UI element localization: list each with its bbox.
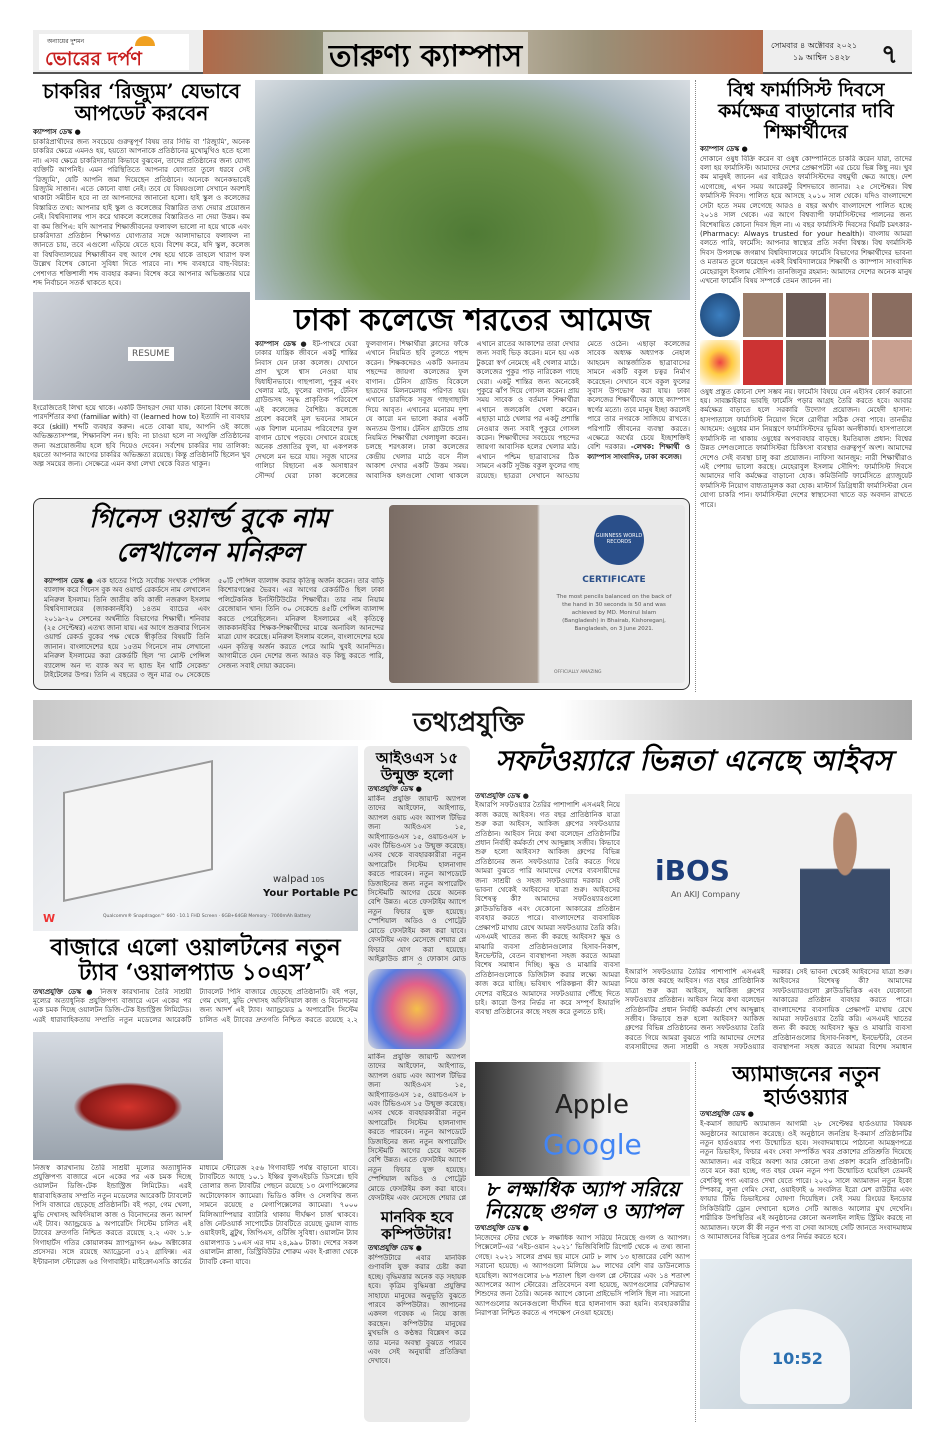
headline: চাকরির ‘রিজ্যুম’ যেভাবে আপডেট করবেন <box>42 79 241 125</box>
headline-line1: গিনেস ওয়ার্ল্ড বুকে নাম <box>89 504 329 534</box>
desk-label: তথ্যপ্রযুক্তি ডেস্ক ● <box>33 987 96 996</box>
desk-label: তথ্যপ্রযুক্তি ডেস্ক ● <box>475 1224 529 1232</box>
date-bn: ১৯ আশ্বিন ১৪২৮ <box>793 53 851 62</box>
guinness-photo <box>389 505 685 683</box>
student-photos <box>700 293 912 385</box>
student-photo <box>786 340 826 385</box>
article-body: ই-কমার্স জায়ান্ট অ্যামাজন আগামী ২৮ সেপ্টেম্বর হার্ডওয়্যার বিষয়ক অনুষ্ঠানের আয়োজন করেছে। ওই অনুষ্ঠানে জনপ্রিয় ই-কমার্স প্রতিষ্ঠানটির নতুন হার্ডওয়্যার পণ্য উন্মোচিত হবে। সংবাদমাধ্যমে পাঠানো আমন্ত্রণপত্রে নতুন ডিভাইস, ফিচার এবং সেবা সম্পর্কিত খবর প্রকাশের প্রতিশ্রুতি দিয়েছে অ্যামাজন। এর বাইরে অবশ্য আর কোনো তথ্য প্রকাশ করেনি প্রতিষ্ঠানটি। তবে মনে করা হচ্ছে, গত বছর যেমন নতুন পণ্য উন্মোচিত হয়েছিল তেমনই বেশকিছু পণ্য এবারও দেখা যেতে পারে। ২০২০ সালে অ্যামাজন নতুন ইকো স্পিকার, লুনা গেমিং সেবা, ওয়াইফাই ৬ সংবলিত ইরো মেশ রাউটার এবং ফায়ার টিভি ডিভাইসের ঘোষণা দিয়েছিল। সেই সময় রিংয়ের ইনডোর সিকিউরিটি ড্রোন দেখানো হলেও সেটি আজও আলোর মুখ দেখেনি। শারীরিক উপস্থিতির এই অনুষ্ঠানের কোনো অনলাইন লাইভ স্ট্রিমিং করছে না অ্যামাজন। ফলে কী কী নতুন পণ্য বা সেবা আসছে সেটি জানতে সংবাদমাধ্যম ও অ্যামাজনের বিভিন্ন সূত্রের ওপর নির্ভর করতে হবে। <box>700 1120 912 1242</box>
desk-label: ক্যাম্পাস ডেস্ক ● <box>700 144 748 153</box>
article-body-continued: নিজস্ব কারখানায় তৈরি সাশ্রয়ী মূল্যের অত্যাধুনিক প্রযুক্তিপণ্য বাজারে এনে একের পর এক চমক দিচ্ছে ওয়ালটন ডিজি-টেক ইন্ডাস্ট্রিজ লিমিটেড। এরই ধারাবাহিকতায় সম্প্রতি নতুন মডেলের আরেকটি ট্যাবলেট পিসি বাজারে ছেড়েছে প্রতিষ্ঠানটি। বই পড়া, গেম খেলা, মুভি দেখাসহ অফিসিয়াল কাজ ও বিনোদনের জন্য আদর্শ এই ট্যাব। অ্যান্ড্রয়েড ৯ অপারেটিং সিস্টেম চালিত এই ট্যাবের দ্রুতগতি নিশ্চিত করতে রয়েছে ২.২ এবং ১.৮ গিগাহার্টস গতির কোয়ালকম স্ন্যাপড্রাগন ৬৬০ অক্টাকোর প্রসেসর। সঙ্গে রয়েছে অ্যাড্রেনো ৫১২ গ্রাফিক্স। এর ইন্টারনাল স্টোরেজ ৬৪ গিগাবাইট। মাইক্রোএসডি কার্ডের মাধ্যমে স্টোরেজ ২৫৬ গিগাবাইট পর্যন্ত বাড়ানো যাবে। ট্যাবটিতে আছে ১০.১ ইঞ্চির ফুলএইচডি ডিসপ্লে। ছবি তোলার জন্য ট্যাবটির পেছনে রয়েছে ১৩ মেগাপিক্সেলের অটোফোকাস ক্যামেরা। ভিডিও কলিং ও সেলফির জন্য সামনে রয়েছে ৫ মেগাপিক্সেলের ক্যামেরা। ৭০০০ মিলিঅ্যাম্পিয়ার ব্যাটারি থাকায় দীর্ঘক্ষণ চার্জ থাকবে। ৪জি নেটওয়ার্ক সাপোর্টেড ট্যাবটিতে রয়েছে ডুয়াল ব্যান্ড ওয়াইফাই, ব্লুটুথ, জিপিএস, ওটিজি সুবিধা। ওয়ালটন ট্যাব ওয়ালপ্যাড ১০এস এর দাম ২৪,৯৯০ টাকা। দেশের সকল ওয়ালটন প্লাজা, ডিস্ট্রিবিউটর শোরুম এবং ই-প্লাজা থেকে ট্যাবটি কেনা যাবে। <box>33 1163 358 1266</box>
headline: সফটওয়্যারে ভিন্নতা এনেছে আইবস <box>495 744 892 777</box>
ibos-image <box>625 794 912 964</box>
article-body: নিজেদের স্টোর থেকে ৮ লক্ষাধিক অ্যাপ সরিয়ে নিয়েছে গুগল ও অ্যাপল। পিক্সেলেট-এর ‘এইচ-ওয়ান ২০২১’ ভিজিবিলিটি রিপোর্ট থেকে এ তথ্য জানা গেছে। ২০২১ সালের প্রথম ছয় মাসে মোট ৮ লাখ ১৩ হাজারের বেশি অ্যাপ সরানো হয়েছে। এ অ্যাপগুলো মিলিয়ে ৯০ লাখের বেশি বার ডাউনলোড হয়েছিল। অ্যাপগুলোর ৮৬ শতাংশ ছিল গুগল প্লে স্টোরের এবং ১৪ শতাংশ অ্যাপলের অ্যাপ স্টোরের। প্রতিবেদনে বলা হয়েছে, অ্যাপগুলোর বেশিরভাগ শিশুদের জন্য তৈরি। অনেক অ্যাপে কোনো প্রাইভেসি পলিসি ছিল না। সরানো অ্যাপগুলোর অনেকগুলো দীর্ঘদিন ধরে হালনাগাদ করা হয়নি। ব্যবহারকারীর নিরাপত্তা নিশ্চিত করতে এ পদক্ষেপ নেওয়া হয়েছে। <box>475 1234 690 1318</box>
article-body: চাকরিপ্রার্থীদের জন্য সবচেয়ে গুরুত্বপূর্ণ বিষয় তার সিভি বা ‘রিজ্যুমি’, অনেক চাকরির ক্ষেত্রে এমনও হয়, হয়তো আপনাকে প্রতিষ্ঠানের মুখোমুখিও হতে হলো না। এসব ক্ষেত্রে চাকরিদাতারা কিভাবে বুঝবেন, তাদের প্রতিষ্ঠানের জন্য যোগ্য ব্যক্তিটি আপনিই। এমন পরিস্থিতিতে আপনার যোগ্যতা তুলে ধরবে সেই ‘রিজ্যুমি’, যেটি আপনি জমা দিয়েছেন প্রতিষ্ঠানে। অনেকে অনেকভাবেই রিজ্যুমি সাজান। এতে কোনো বাধা নেই। তবে যে বিষয়গুলো সেখানে অবশ্যই থাকাটা সমীচীন হবে না তা আপনাদের জানানো হলো। হাই স্কুল ও কলেজের বিস্তারিত তথ্য: আপনার হাই স্কুল ও কলেজের বিস্তারিত তথ্য দেয়ার প্রয়োজন নেই। বিশ্ববিদ্যালয় পাস করে থাকলে কলেজের বিস্তারিতও না দেয়া উত্তম। কম বা কম জিপিএ: যদি আপনার শিক্ষাজীবনের ফলাফল ভালো না হয়ে থাকে এবং চাকরিদাতা প্রতিষ্ঠান শিক্ষাগত যোগ্যতার সঙ্গে আলাদাভাবে ফলাফল না জানতে চায়, তবে এগুলো এড়িয়ে যেতে হবে। বিশেষ করে, যদি স্কুল, কলেজ বা বিশ্ববিদ্যালয়ের শিক্ষাজীবন বহু আগে শেষ হয়ে থাকে তাহলে খারাপ ফল উল্লেখ বিশেষ কোনো সুবিধা দিতে পারবে না। শব্দ ব্যবহারে বাছ-বিচার: পেশাগত শক্তিশালী শব্দ ব্যবহার করুন। বিশেষ করে আপনার অভিজ্ঞতার ঘরে শব্দ নির্বাচনে সতর্ক থাকতে হবে। <box>33 138 250 288</box>
article-body-continued: ওষুধ প্রস্তুত কোনো দেশ সম্ভব নয়। ফার্মেসি বিষয়ে যেন এইসিব কোর্স করানো হয়। সাবস্ক্রাইবার ভাবছি ফার্মেসি পড়ার আগ্রহ তৈরি করতে হবে। আবার কর্মক্ষেত্র বাড়াতে হলে সরকারি উদ্যোগ প্রয়োজন। মেহেদী হাসান: হাসপাতালে ফার্মাসিস্ট নিয়োগ দিলে রোগীরা সঠিক সেবা পাবে। তানভীর আহমেদ: ওষুধের মান নিয়ন্ত্রণে ফার্মাসিস্টদের ভূমিকা অনস্বীকার্য। হাসপাতালে ফার্মাসিস্ট না থাকায় ওষুধের অপব্যবহার বাড়ছে। ইমতিয়াজ প্রধান: বিশ্বের উন্নত দেশগুলোতে ফার্মাসিস্টরা চিকিৎসা ব্যবস্থার গুরুত্বপূর্ণ অংশ। আমাদের দেশেও সেই ব্যবস্থা চালু করা প্রয়োজন। নাফিসা আনজুম: নারী শিক্ষার্থীরাও এই পেশায় ভালো করছে। মেহেরাবুল ইসলাম সৌদিপ: ফার্মাসিস্ট দিবসে আমাদের দাবি কর্মক্ষেত্র বাড়ানো হোক। কমিউনিটি ফার্মেসিতে গ্র্যাজুয়েট ফার্মাসিস্ট নিয়োগ বাধ্যতামূলক করা হোক। মাস্টার্স ডিগ্রিধারী ফার্মাসিস্টরা যেন যোগ্য চাকরি পান। ফার্মাসিস্টরা দেশের স্বাস্থ্যসেবা খাতে বড় অবদান রাখতে পারে। <box>700 387 912 509</box>
article-body <box>475 792 620 1052</box>
article-body-continued: মার্কিন প্রযুক্তি জায়ান্ট অ্যাপল তাদের আইফোন, আইপ্যাড, অ্যাপল ওয়াচ এবং অ্যাপল টিভির জন্য আইওএস ১৫, আইপ্যাডওএস ১৫, ওয়াচওএস ৮ এবং টিভিওএস ১৫ উন্মুক্ত করেছে। এসব থেকে ব্যবহারকারীরা নতুন অপারেটিং সিস্টেম হালনাগাদ করতে পারবেন। নতুন আপডেটে ডিজাইনের জন্য নতুন অপারেটিং সিস্টেমটি আগের চেয়ে অনেক বেশি উন্নত। এতে ফেসটাইম অ্যাপে নতুন ফিচার যুক্ত হয়েছে। স্পেশিয়াল অডিও ও পোট্রেট মোডে ফেসটাইম কল করা যাবে। ফেসটাইম এবং মেসেজে শেয়ার প্লে <box>368 1053 466 1203</box>
guinness-seal <box>594 515 644 565</box>
masthead <box>33 30 912 74</box>
paper-logo <box>39 34 189 70</box>
certificate-footer: OFFICIALLY AMAZING <box>554 670 602 675</box>
seal-text: GUINNESS WORLD RECORDS <box>595 533 643 545</box>
article-pharmacist <box>695 80 912 692</box>
section-banner <box>203 30 763 74</box>
body-text: এক হাতের পিঠে সর্বোচ্চ সংখ্যক পেন্সিল ব্যালান্স করে গিনেস বুক অব ওয়ার্ল্ড রেকর্ডসে নাম লেখালেন মনিরুল ইসলাম। তিনি জাতীয় কবি কাজী নজরুল ইসলাম বিশ্ববিদ্যালয়ের (জাককানইবি) ১৪তম ব্যাচের এবং ২০১৯-২০ সেশনের অর্থনীতি বিভাগের শিক্ষার্থী। শনিবার (২৫ সেপ্টেম্বর) এতথ্য জানা যায়। এর আগে শুক্রবার গিনেস ওয়ার্ল্ড রেকর্ড বুকের পক্ষ থেকে স্বীকৃতির বিষয়টি তিনি জানান। বাংলাদেশের হয়ে ১৫তম গিনেসে নাম লেখানো মনিরুল ইসলামের করা রেকর্ডটি ছিল ‘দ্য মোস্ট পেন্সিল ব্যালেন্স অন দ্য ব্যাক অব দ্য হ্যান্ড ইন থার্টি সেকেন্ড’ টাইটেলের উপর। তিনি এ বছরের ৩ জুন মাত্র ৩০ সেকেন্ডে ৫০টি পেন্সিল ব্যালান্স করার কৃতিত্ব অর্জন করেন। তার বাড়ি কিশোরগঞ্জের ভৈরব। এর আগের রেকর্ডটিও ছিল ঢাকা পলিটেকনিক ইনস্টিটিউটের শিক্ষার্থীর। তার নাম নিয়াম রেজোয়ান খান। তিনি ৩০ সেকেন্ডে ৪৫টি পেন্সিল ব্যালান্স করতে পেরেছিলেন। মনিরুল ইসলামের এই কৃতিত্বে জাককানইবির শিক্ষক-শিক্ষার্থীদের মাঝে অনাবিল আনন্দের মাত্রা যোগ করেছে। মনিরুল ইসলাম বলেন, বাংলাদেশের হয়ে এমন কৃতিত্ব অর্জন করতে পেরে আমি খুবই আনন্দিত। আগামীতে যেন দেশের জন্য আরও বড় কিছু করতে পারি, সেজন্য সবাই দোয়া করবেন। <box>44 577 384 680</box>
race-car <box>73 1082 183 1132</box>
page-number: ৭ <box>881 40 898 70</box>
student-photo <box>743 293 783 338</box>
article-walton <box>33 935 358 1422</box>
desk-label: তথ্যপ্রযুক্তি ডেস্ক ● <box>368 785 422 793</box>
ad-series: 10S <box>311 876 325 884</box>
article-body-continued: ইংরেজিতেই লিখা হয়ে থাকে। একটি উদাহরণ দেয়া যাক। কোনো বিশেষ কাজে পারদর্শিতার কথা (familiar with) বা (learned how to) ইত্যাদি না ব্যবহার করে (skill) শব্দটি ব্যবহার করুন। এতে বোঝা যায়, আপনি ওই কাজে অভিজ্ঞতাসম্পন্ন, শিক্ষানবিশ নন। ছবি: না চাওয়া হলে না সংযুক্তি প্রতিষ্ঠানের জন্য অপ্রয়োজনীয় হলে ছবি দিয়েও দেবেন। সর্বশেষ চাকরির দায় তালিকা: হয়তো আপনার আগের চাকরির অভিজ্ঞতা রয়েছে। কিন্তু প্রতিষ্ঠানটি ছিলেন খুব অল্প সময়ের জন্য। সেক্ষেত্রে এমন কথা লেখা থেকে বিরত থাকুন। <box>33 404 250 469</box>
pills-photo <box>700 340 740 385</box>
device-clock: 10:52 <box>772 1349 823 1369</box>
article-dhaka-college <box>255 304 690 492</box>
walpad-tablet-image <box>33 1032 223 1160</box>
ad-brand: walpad <box>273 874 309 885</box>
resume-paper-label: RESUME <box>128 347 174 361</box>
student-photo <box>872 293 912 338</box>
tech-section-title: তথ্যপ্রযুক্তি <box>413 708 524 738</box>
article-body: দোকানে ওষুধ বিক্রি করেন বা ওষুধ কোম্পানিতে চাকরি করেন যারা, তাদের বলা হয় ফার্মাসিস্ট। আমাদের দেশের প্রেক্ষাপটটা এর চেয়ে ভিন্ন কিছু নয়। খুব কম মানুষই জানেন এর বাইরেও ফার্মাসিস্টদের বহুমুখী ক্ষেত্র আছে। দেশ এগোচ্ছে, এখন সময় আরেকটু বিশদভাবে জানার। ২৫ সেপ্টেম্বর। বিশ্ব ফার্মাসিস্ট দিবস। পালিত হয়ে আসছে ২০১০ সাল থেকে। যদিও বাংলাদেশে সেটা হতে সময় লেগেছে আরও ৪ বছর অর্থাৎ বাংলাদেশে পালিত হচ্ছে ২০১৪ সাল থেকে। এর আগে বিশ্বব্যাপী ফার্মাসিস্টদের পালনের জন্য বিশেষায়িত কোনো দিবস ছিল না। এ বছর ফার্মাসিস্ট দিবসের থিমটি চমৎকার- (Pharmacy: Always trusted for your health)। বাংলায় আমরা বলতে পারি, ফার্মেসি: আপনার স্বাস্থ্যের প্রতি সর্বদা বিশ্বস্ত। বিশ্ব ফার্মাসিস্ট দিবস উপলক্ষে জগন্নাথ বিশ্ববিদ্যালয়ের ফার্মেসি বিভাগের শিক্ষার্থীদের ভাবনা ও মতামত তুলে ধরেছেন একই বিশ্ববিদ্যালয়ের শিক্ষার্থী ও ক্যাম্পাস সাংবাদিক মেহেরাবুল ইসলাম সৌদিপ। তানজিলুর রহমান: আমাদের দেশের অনেক মানুষ এখনো ফার্মেসি বিষয় সম্পর্কে তেমন জানেন না। <box>700 154 912 285</box>
article-guinness <box>33 498 690 690</box>
student-photo <box>829 340 869 385</box>
ad-chip: Qualcomm® Snapdragon™ 660 · 10.1 FHD Screen · 6GB+64GB Memory · 7000mAh Battery <box>103 914 311 919</box>
headline: ৮ লক্ষাধিক অ্যাপ সরিয়ে নিয়েছে গুগল ও অ্যাপল <box>484 1177 681 1223</box>
desk-label: ক্যাম্পাস ডেস্ক ● <box>33 128 81 136</box>
paper-name: ভোরের দর্পণ <box>45 48 142 70</box>
desk-label: তথ্যপ্রযুক্তি ডেস্ক ● <box>368 1244 422 1252</box>
byline: -লেখক: শিক্ষার্থী ও ক্যাম্পাস সাংবাদিক, ঢাকা কলেজ। <box>587 443 690 461</box>
body-text: ইট-পাথরে ঘেরা ঢাকার যান্ত্রিক জীবনে একটু শান্তির নিবাস যেন ঢাকা কলেজ। যেখানে প্রাণ খুলে শ্বাস নেওয়া যায় দ্বিধাহীনভাবে। গাছপালা, পুকুর এবং খেলার মাঠ, ফুলের বাগান, টেনিস গ্রাউন্ডসহ সমৃদ্ধ প্রাকৃতিক পরিবেশে এই কলেজের বৈশিষ্ট্য। কলেজে প্রবেশ করলেই মূল ভবনের সামনে এক বিশাল মনোরম পরিবেশের ফুল বাগান চোখে পড়বে। সেখানে রয়েছে অনেক প্রজাতির ফুল, যা একপলক দেখলে মন ভরে যায়। সবুজ ঘাসের গালিচা বিছানো এক অসাধারণ সৌন্দর্য ঘেরা ঢাকা কলেজের ফুলবাগান। শিক্ষার্থীরা ক্লাসের ফাঁকে এখানে নিয়মিত ছবি তুলতে পছন্দ করেন। শিক্ষকদেরও একটি অন্যতম পছন্দের জায়গা কলেজের ফুল বাগান। টেনিস গ্রাউন্ড বিকেলে ছাত্রদের মিলনমেলায় পরিণত হয়। এখানে চারদিকে সবুজ গাছগাছালি দিয়ে আবৃত। এখানের মনোরম দৃশ্য যে কারো মন ভালো করার একটি অন্যতম উপায়। টেনিস গ্রাউন্ডে প্রায় নিয়মিত শিক্ষার্থীরা খেলাধুলা করেন। চলছে শরৎকাল। ঢাকা কলেজের কেন্দ্রীয় খেলার মাঠে বসে নীল আকাশ দেখার একটি উত্তম সময়। আবাসিক হলগুলো খোলা থাকলে এখানে রাতের আকাশের তারা দেখার জন্য সবাই ভিড় করেন। মনে হয় এক টুকরো স্বর্গ নেমেছে এই খেলার মাঠে। কলেজের পুকুর পাড় নারিকেল গাছে ঘেরা। একটু শান্তির জন্য অনেকেই পুকুরে ঝাঁপ দিয়ে গোসল করেন। প্রায় সময় সাবেক ও বর্তমান শিক্ষার্থীরা এখানে জলকেলি খেলা করেন। এছাড়া মাঠে খেলার পর একটু প্রশান্তি নেওয়ার জন্য সবাই পুকুরে গোসল করেন। শিক্ষার্থীদের সবচেয়ে পছন্দের জায়গা আবাসিক হলের খেলার মাঠ। এখানে পশ্চিম ছাত্রাবাসের ঠিক সামনে একটি সুউচ্চ বকুল ফুলের গাছ রয়েছে। ছাত্ররা সেখানে আড্ডায় মেতে ওঠেন। এছাড়া কলেজের সাবেক অধ্যক্ষ অধ্যাপক নেহাল আহমেদ আন্তর্জাতিক ছাত্রাবাসের সামনে একটি বকুল চত্বর নির্মাণ করেছেন। সেখানে বসে বকুল ফুলের সুবাস উপভোগ করা যায়। ঢাকা কলেজের শিক্ষার্থীদের কাছে ক্যাম্পাস স্বর্গের মতো। তবে মানুষ ইচ্ছা করলেই পারে তার নগরকে সাজিয়ে রাখতে। পরিপাটি জীবনের ব্যবস্থা করতে। এক্ষেত্রে অর্থের চেয়ে ইচ্ছাশক্তিই বেশি দরকার। <box>255 340 690 480</box>
article-body <box>33 988 358 1026</box>
student-photo <box>829 293 869 338</box>
desk-label: তথ্যপ্রযুক্তি ডেস্ক ● <box>700 1110 754 1119</box>
certificate-title: CERTIFICATE <box>582 575 646 585</box>
certificate-text: The most pencils balanced on the back of the hand in 30 seconds is 50 and was achieved by MD. Monirul Islam (Bangladesh) in Bhairab, Kishoreganj, Bangladesh, on 3 June 2021. <box>556 594 672 632</box>
laptop-illustration <box>63 760 213 902</box>
headline: বাজারে এলো ওয়ালটনের নতুন ট্যাব ‘ওয়ালপ্যাড ১০এস’ <box>50 934 341 987</box>
walton-logo: W <box>43 912 56 925</box>
desk-label: ক্যাম্পাস ডেস্ক ● <box>255 340 309 348</box>
google-logo-text: Google <box>543 1128 642 1161</box>
body-text: ইআরপি সফটওয়্যার তৈরির পাশাপাশি এসএমই নিয়ে কাজ করছে আইবস। গত বছর প্রাতিষ্ঠানিক যাত্রা শুরু করা আইবস, আকিজ গ্রুপের সফটওয়্যার প্রতিষ্ঠান। আইবস নিয়ে কথা বলেছেন প্রতিষ্ঠানটির প্রধান নির্বাহী কর্মকর্তা শেখ আব্দুল্লাহ সজীব। কিভাবে শুরু হলো আইবস? আকিজ গ্রুপের বিভিন্ন প্রতিষ্ঠানের জন্য সফটওয়্যার তৈরি করতে গিয়ে আমরা বুঝতে পারি আমাদের দেশের ব্যবসায়ীদের জন্য সাশ্রয়ী ও সহজ সফটওয়্যার দরকার। সেই ভাবনা থেকেই আইবসের যাত্রা শুরু। আইবসের বিশেষত্ব কী? আমাদের সফটওয়্যারগুলো ক্লাউডভিত্তিক এবং যেকোনো আকারের প্রতিষ্ঠান ব্যবহার করতে পারে। বাংলাদেশের ব্যবসায়িক প্রেক্ষাপট মাথায় রেখে আমরা সফটওয়্যার তৈরি করি। এসএমই খাতের জন্য কী করছে আইবস? ক্ষুদ্র ও মাঝারি ব্যবসা প্রতিষ্ঠানগুলোর হিসাব-নিকাশ, ইনভেন্টরি, বেতন ব্যবস্থাপনা সহজ করতে আমরা বিশেষ সমাধান দিচ্ছি। ক্ষুদ্র ও মাঝারি ব্যবসা প্রতিষ্ঠানগুলোকে ডিজিটাল করার লক্ষ্যে আমরা কাজ করে যাচ্ছি। ভবিষ্যৎ পরিকল্পনা কী? আমরা দেশের বাইরেও আমাদের সফটওয়্যার পৌঁছে দিতে চাই। কারো উপর নির্ভর না করে সম্পূর্ণ ইআরপি ব্যবস্থা প্রতিষ্ঠানের কাছে সহজ করে তুলতে চাই। <box>475 801 620 1017</box>
ceo-portrait <box>800 804 890 964</box>
article-body <box>44 577 384 685</box>
ad-tagline: Your Portable PC <box>263 888 358 899</box>
ios15-image <box>368 969 466 1049</box>
paper-tagline: অন্যায়ের দুশমন <box>47 38 85 45</box>
desk-label: ক্যাম্পাস ডেস্ক ● <box>44 577 94 585</box>
desk-label: তথ্যপ্রযুক্তি ডেস্ক ● <box>475 792 529 800</box>
walpad-ad-image <box>33 746 358 931</box>
headline-line2: লেখালেন মনিরুল <box>116 538 302 568</box>
headline: আইওএস ১৫ উন্মুক্ত হলো <box>375 749 459 784</box>
ibos-logo-sub: An AKIJ Company <box>671 890 741 899</box>
student-photo <box>743 340 783 385</box>
headline: অ্যামাজনের নতুন হার্ডওয়্যার <box>732 1061 880 1110</box>
headline: ঢাকা কলেজে শরতের আমেজ <box>294 303 651 338</box>
apple-logo-text: Apple <box>555 1090 630 1120</box>
ibos-logo: iBOS <box>655 854 730 887</box>
article-ios15 <box>364 746 470 1422</box>
article-app-removal <box>475 1178 690 1422</box>
article-resume <box>33 80 250 490</box>
headline: বিশ্ব ফার্মাসিস্ট দিবসে কর্মক্ষেত্র বাড়ানোর দাবি শিক্ষার্থীদের <box>718 79 894 143</box>
echo-device-image <box>700 1259 912 1409</box>
apple-google-image <box>475 1062 690 1176</box>
student-photo <box>872 340 912 385</box>
date-en: সোমবার ৪ অক্টোবর ২০২১ <box>771 41 858 50</box>
body-text: নিজস্ব কারখানায় তৈরি সাশ্রয়ী মূল্যের অত্যাধুনিক প্রযুক্তিপণ্য বাজারে এনে একের পর এক চমক দিচ্ছে ওয়ালটন ডিজি-টেক ইন্ডাস্ট্রিজ লিমিটেড। এরই ধারাবাহিকতায় সম্প্রতি নতুন মডেলের আরেকটি ট্যাবলেট পিসি বাজারে ছেড়েছে প্রতিষ্ঠানটি। বই পড়া, গেম খেলা, মুভি দেখাসহ অফিসিয়াল কাজ ও বিনোদনের জন্য আদর্শ এই ট্যাব। অ্যান্ড্রয়েড ৯ অপারেটিং সিস্টেম চালিত এই ট্যাবের দ্রুতগতি নিশ্চিত করতে রয়েছে ২.২ <box>33 987 358 1024</box>
dhaka-college-photo <box>255 80 690 300</box>
resume-photo <box>33 292 250 400</box>
section-title: তারুণ্য ক্যাম্পাস <box>323 32 528 83</box>
article-amazon <box>695 1062 912 1422</box>
article-body-continued: ইআরপি সফটওয়্যার তৈরির পাশাপাশি এসএমই নিয়ে কাজ করছে আইবস। গত বছর প্রাতিষ্ঠানিক যাত্রা শুরু করা আইবস, আকিজ গ্রুপের সফটওয়্যার প্রতিষ্ঠান। আইবস নিয়ে কথা বলেছেন প্রতিষ্ঠানটির প্রধান নির্বাহী কর্মকর্তা শেখ আব্দুল্লাহ সজীব। কিভাবে শুরু হলো আইবস? আকিজ গ্রুপের বিভিন্ন প্রতিষ্ঠানের জন্য সফটওয়্যার তৈরি করতে গিয়ে আমরা বুঝতে পারি আমাদের দেশের ব্যবসায়ীদের জন্য সাশ্রয়ী ও সহজ সফটওয়্যার দরকার। সেই ভাবনা থেকেই আইবসের যাত্রা শুরু। আইবসের বিশেষত্ব কী? আমাদের সফটওয়্যারগুলো ক্লাউডভিত্তিক এবং যেকোনো আকারের প্রতিষ্ঠান ব্যবহার করতে পারে। বাংলাদেশের ব্যবসায়িক প্রেক্ষাপট মাথায় রেখে আমরা সফটওয়্যার তৈরি করি। এসএমই খাতের জন্য কী করছে আইবস? ক্ষুদ্র ও মাঝারি ব্যবসা প্রতিষ্ঠানগুলোর হিসাব-নিকাশ, ইনভেন্টরি, বেতন ব্যবস্থাপনা সহজ করতে আমরা বিশেষ সমাধান <box>625 968 912 1052</box>
article-ibos <box>475 746 912 1056</box>
article-body: মার্কিন প্রযুক্তি জায়ান্ট অ্যাপল তাদের আইফোন, আইপ্যাড, অ্যাপল ওয়াচ এবং অ্যাপল টিভির জন্য আইওএস ১৫, আইপ্যাডওএস ১৫, ওয়াচওএস ৮ এবং টিভিওএস ১৫ উন্মুক্ত করেছে। এসব থেকে ব্যবহারকারীরা নতুন অপারেটিং সিস্টেম হালনাগাদ করতে পারবেন। নতুন আপডেটে ডিজাইনের জন্য নতুন অপারেটিং সিস্টেমটি আগের চেয়ে অনেক বেশি উন্নত। এতে ফেসটাইম অ্যাপে নতুন ফিচার যুক্ত হয়েছে। স্পেশিয়াল অডিও ও পোট্রেট মোডে ফেসটাইম কল করা যাবে। ফেসটাইম এবং মেসেজে শেয়ার প্লে ফিচার যোগ করা হয়েছে। আইক্লাউড প্লাস ও ফোকাস মোড <box>368 795 466 963</box>
headline: মানবিক হবে কম্পিউটার! <box>380 1208 454 1243</box>
student-photo <box>786 293 826 338</box>
article-body: কম্পিউটারে এবার মানবিক গুণাবলি যুক্ত করার চেষ্টা করা হচ্ছে। বৃদ্ধিমত্তার অনেক বড় সহায়ক হবে। কৃত্রিম বুদ্ধিমত্তা প্রযুক্তির সাহায্যে মানুষের অনুভূতি বুঝতে পারবে কম্পিউটার। জাপানের একদল গবেষক এ নিয়ে কাজ করছেন। কম্পিউটার মানুষের মুখভঙ্গি ও কণ্ঠস্বর বিশ্লেষণ করে তার মনের অবস্থা বুঝতে পারবে এবং সেই অনুযায়ী প্রতিক্রিয়া দেখাবে। <box>368 1254 466 1366</box>
article-body <box>255 340 690 485</box>
globe-photo <box>700 293 740 338</box>
tech-section-banner <box>33 700 912 740</box>
